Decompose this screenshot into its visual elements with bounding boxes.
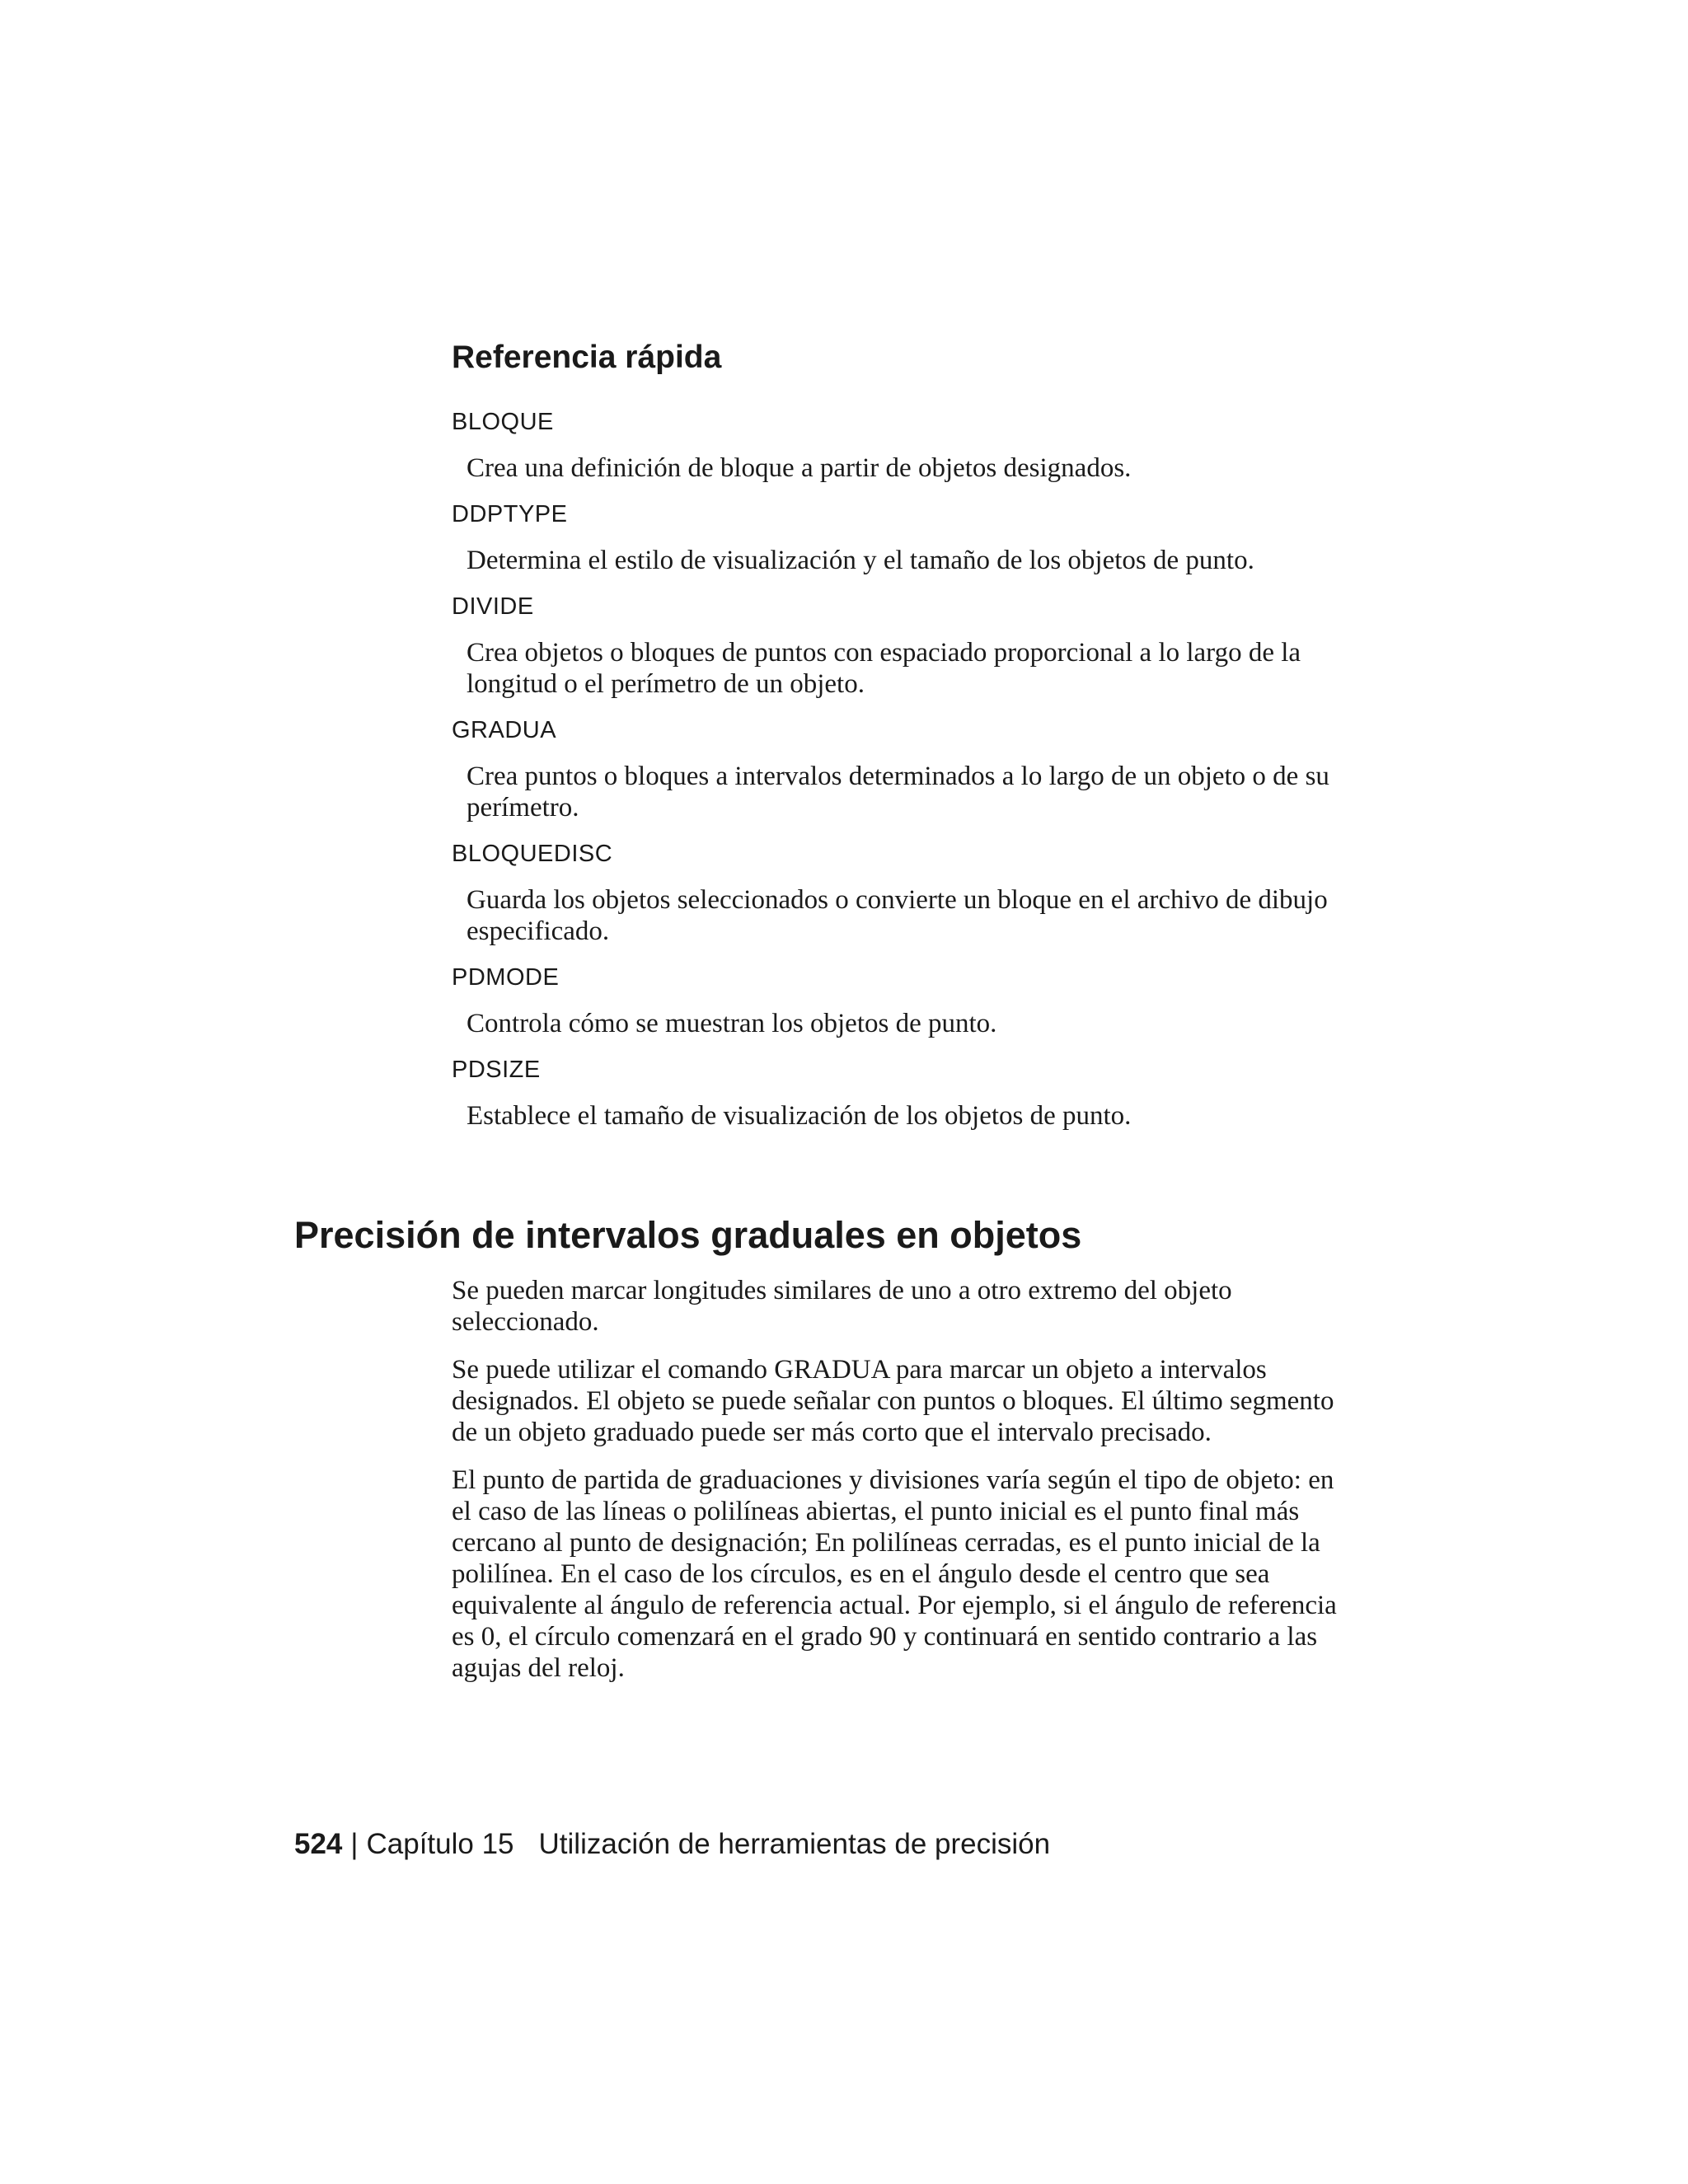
quick-reference-item bbox=[452, 837, 1358, 947]
command-description: Crea objetos o bloques de puntos con espaciado proporcional a lo largo de la longitud o el perímetro de un objeto. bbox=[467, 638, 1301, 699]
command-description: Crea puntos o bloques a intervalos determinados a lo largo de un objeto o de su perímetro. bbox=[467, 762, 1329, 823]
body-paragraph: El punto de partida de graduaciones y divisiones varía según el tipo de objeto: en el caso de las líneas o polilíneas abiertas, el punto inicial es el punto final más cercano al punto de designación; En polilíneas cerradas, es el punto inicial de la polilínea. En el caso de los círculos, es en el ángulo desde el centro que sea equivalente al ángulo de referencia actual. Por ejemplo, si el ángulo de referencia es 0, el círculo comenzará en el grado 90 y continuará en sentido contrario a las agujas del reloj. bbox=[452, 1465, 1337, 1683]
command-name: GRADUA bbox=[452, 717, 557, 743]
command-name: BLOQUE bbox=[452, 409, 554, 435]
quick-reference-item bbox=[452, 405, 1358, 484]
command-name: DIVIDE bbox=[452, 593, 534, 620]
page-footer bbox=[294, 1825, 1050, 1864]
command-name: DDPTYPE bbox=[452, 501, 568, 527]
command-description: Crea una definición de bloque a partir de objetos designados. bbox=[467, 453, 1132, 483]
command-description: Guarda los objetos seleccionados o convierte un bloque en el archivo de dibujo especificado. bbox=[467, 885, 1328, 946]
quick-reference-item bbox=[452, 1053, 1358, 1132]
command-name: PDMODE bbox=[452, 964, 560, 991]
page-number: 524 bbox=[294, 1828, 343, 1860]
quick-reference-item bbox=[452, 961, 1358, 1039]
command-name: BLOQUEDISC bbox=[452, 841, 613, 867]
quick-reference-list bbox=[452, 405, 1358, 1146]
command-description: Determina el estilo de visualización y el tamaño de los objetos de punto. bbox=[467, 546, 1254, 575]
command-description: Controla cómo se muestran los objetos de punto. bbox=[467, 1009, 997, 1038]
quick-reference-item bbox=[452, 590, 1358, 700]
footer-separator: | bbox=[350, 1828, 359, 1860]
body-paragraph: Se puede utilizar el comando GRADUA para marcar un objeto a intervalos designados. El objeto se puede señalar con puntos o bloques. El último segmento de un objeto graduado puede ser más corto que el intervalo precisado. bbox=[452, 1355, 1334, 1447]
command-name: PDSIZE bbox=[452, 1057, 541, 1083]
quick-reference-item bbox=[452, 714, 1358, 823]
section-body bbox=[452, 1275, 1350, 1700]
command-description: Establece el tamaño de visualización de los objetos de punto. bbox=[467, 1101, 1132, 1131]
chapter-label: Capítulo 15 bbox=[366, 1828, 514, 1860]
body-paragraph: Se pueden marcar longitudes similares de uno a otro extremo del objeto seleccionado. bbox=[452, 1276, 1232, 1337]
section-heading: Precisión de intervalos graduales en objetos bbox=[294, 1214, 1082, 1256]
quick-reference-heading: Referencia rápida bbox=[452, 340, 722, 375]
quick-reference-item bbox=[452, 498, 1358, 576]
chapter-title: Utilización de herramientas de precisión bbox=[538, 1828, 1051, 1860]
